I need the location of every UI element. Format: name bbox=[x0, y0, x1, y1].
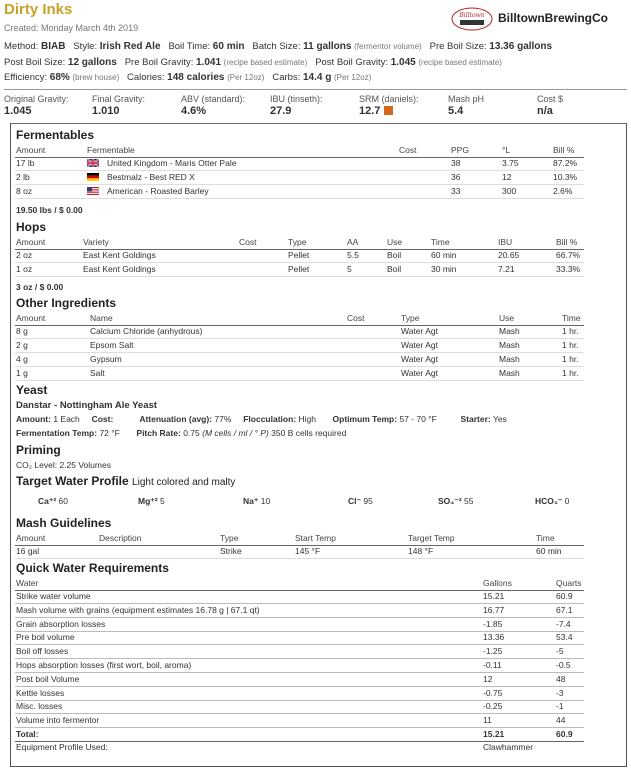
other-ingredients-header: Amount Name Cost Type Use Time bbox=[15, 312, 584, 326]
yeast-details-1: Amount: 1 Each Cost: Attenuation (avg): 77% Flocculation: High Optimum Temp: 57 - 70 °F Starter: Yes bbox=[16, 414, 507, 424]
fermentable-row: 2 lb Bestmalz - Best RED X 36 12 10.3% bbox=[15, 171, 584, 185]
stat-fg: Final Gravity: 1.010 bbox=[92, 94, 146, 117]
germany-flag-icon bbox=[87, 173, 99, 181]
srm-color-swatch bbox=[384, 106, 393, 115]
water-req-row: Strike water volume 15.21 60.9 bbox=[15, 590, 584, 604]
water-profile-desc: Light colored and malty bbox=[132, 477, 236, 488]
yeast-name: Danstar - Nottingham Ale Yeast bbox=[16, 400, 157, 411]
priming-title: Priming bbox=[16, 443, 61, 457]
mash-row: 16 gal Strike 145 °F 148 °F 60 min bbox=[15, 545, 584, 559]
stat-srm: SRM (daniels): 12.7 bbox=[359, 94, 419, 117]
stat-og: Original Gravity: 1.045 bbox=[4, 94, 69, 117]
hop-row: 2 oz East Kent Goldings Pellet 5.5 Boil 60 min 20.65 66.7% bbox=[15, 249, 584, 263]
hops-title: Hops bbox=[16, 220, 46, 234]
co2-level: CO₂ Level: 2.25 Volumes bbox=[16, 460, 111, 470]
water-req-row: Grain absorption losses -1.85 -7.4 bbox=[15, 618, 584, 632]
fermentable-row: 8 oz American - Roasted Barley 33 300 2.6% bbox=[15, 185, 584, 199]
ion-ca: Ca⁺² 60 bbox=[38, 496, 69, 506]
fermentables-title: Fermentables bbox=[16, 128, 95, 142]
uk-flag-icon bbox=[87, 159, 99, 167]
fermentables-total: 19.50 lbs / $ 0.00 bbox=[16, 205, 83, 215]
water-req-row: Boil off losses -1.25 -5 bbox=[15, 645, 584, 659]
ion-cl: Cl⁻ 95 bbox=[348, 496, 373, 506]
mash-title: Mash Guidelines bbox=[16, 516, 112, 530]
hops-total: 3 oz / $ 0.00 bbox=[16, 282, 64, 292]
stats-bar bbox=[0, 94, 631, 120]
stat-ibu: IBU (tinseth): 27.9 bbox=[270, 94, 323, 117]
water-req-row: Hops absorption losses (first wort, boil, aroma) -0.11 -0.5 bbox=[15, 659, 584, 673]
water-req-title: Quick Water Requirements bbox=[16, 561, 169, 575]
hop-row: 1 oz East Kent Goldings Pellet 5 Boil 30 min 7.21 33.3% bbox=[15, 263, 584, 277]
hops-header: Amount Variety Cost Type AA Use Time IBU Bill % bbox=[15, 236, 584, 250]
water-req-row: Pre boil volume 13.36 53.4 bbox=[15, 631, 584, 645]
water-req-row: Volume into fermentor 11 44 bbox=[15, 714, 584, 728]
ion-hco3: HCO₃⁻ 0 bbox=[535, 496, 570, 506]
yeast-title: Yeast bbox=[16, 383, 48, 397]
ion-so4: SO₄⁻² 55 bbox=[438, 496, 474, 506]
spec-line-2: Post Boil Size: 12 gallons Pre Boil Gravity: 1.041 (recipe based estimate) Post Boil Gravity: 1.045 (recipe based estimate) bbox=[4, 57, 502, 68]
spec-line-3: Efficiency: 68% (brew house) Calories: 148 calories (Per 12oz) Carbs: 14.4 g (Per 12oz) bbox=[4, 72, 372, 83]
stat-abv: ABV (standard): 4.6% bbox=[181, 94, 246, 117]
other-ingredient-row: 4 g Gypsum Water Agt Mash 1 hr. bbox=[15, 353, 584, 367]
divider bbox=[4, 89, 627, 90]
us-flag-icon bbox=[87, 187, 99, 195]
ion-mg: Mg⁺² 5 bbox=[138, 496, 165, 506]
fermentables-header: Amount Fermentable Cost PPG °L Bill % bbox=[15, 144, 584, 158]
water-req-row: Post boil Volume 12 48 bbox=[15, 673, 584, 687]
brewery-logo-icon bbox=[450, 6, 494, 32]
water-req-row: Kettle losses -0.75 -3 bbox=[15, 687, 584, 701]
other-ingredient-row: 1 g Salt Water Agt Mash 1 hr. bbox=[15, 367, 584, 381]
created-date: Created: Monday March 4th 2019 bbox=[4, 23, 139, 33]
water-req-row: Misc. losses -0.25 -1 bbox=[15, 700, 584, 714]
other-ingredient-row: 2 g Epsom Salt Water Agt Mash 1 hr. bbox=[15, 339, 584, 353]
stat-cost: Cost $ n/a bbox=[537, 94, 564, 117]
other-ingredient-row: 8 g Calcium Chloride (anhydrous) Water Agt Mash 1 hr. bbox=[15, 325, 584, 339]
fermentable-row: 17 lb United Kingdom - Maris Otter Pale 38 3.75 87.2% bbox=[15, 157, 584, 171]
water-req-row: Mash volume with grains (equipment estimates 16.78 g | 67.1 qt) 16.77 67.1 bbox=[15, 604, 584, 618]
yeast-details-2: Fermentation Temp: 72 °F Pitch Rate: 0.75 (M cells / ml / ° P) 350 B cells required bbox=[16, 428, 347, 438]
logo-text: Billtown bbox=[459, 12, 485, 19]
water-profile-title: Target Water Profile Light colored and malty bbox=[16, 474, 236, 488]
equipment-profile: Equipment Profile Used: Clawhammer bbox=[16, 742, 534, 752]
other-ingredients-title: Other Ingredients bbox=[16, 296, 117, 310]
recipe-title: Dirty Inks bbox=[4, 1, 73, 18]
water-req-header: Water Gallons Quarts bbox=[15, 577, 584, 591]
stat-mash-ph: Mash pH 5.4 bbox=[448, 94, 485, 117]
spec-line-1: Method: BIAB Style: Irish Red Ale Boil Time: 60 min Batch Size: 11 gallons (fermentor volume) Pre Boil Size: 13.36 gallons bbox=[4, 41, 553, 52]
mash-header: Amount Description Type Start Temp Target Temp Time bbox=[15, 532, 584, 546]
water-req-total: Total: 15.21 60.9 bbox=[15, 728, 584, 742]
ion-na: Na⁺ 10 bbox=[243, 496, 271, 506]
brand-name: BilltownBrewingCo bbox=[498, 11, 608, 25]
